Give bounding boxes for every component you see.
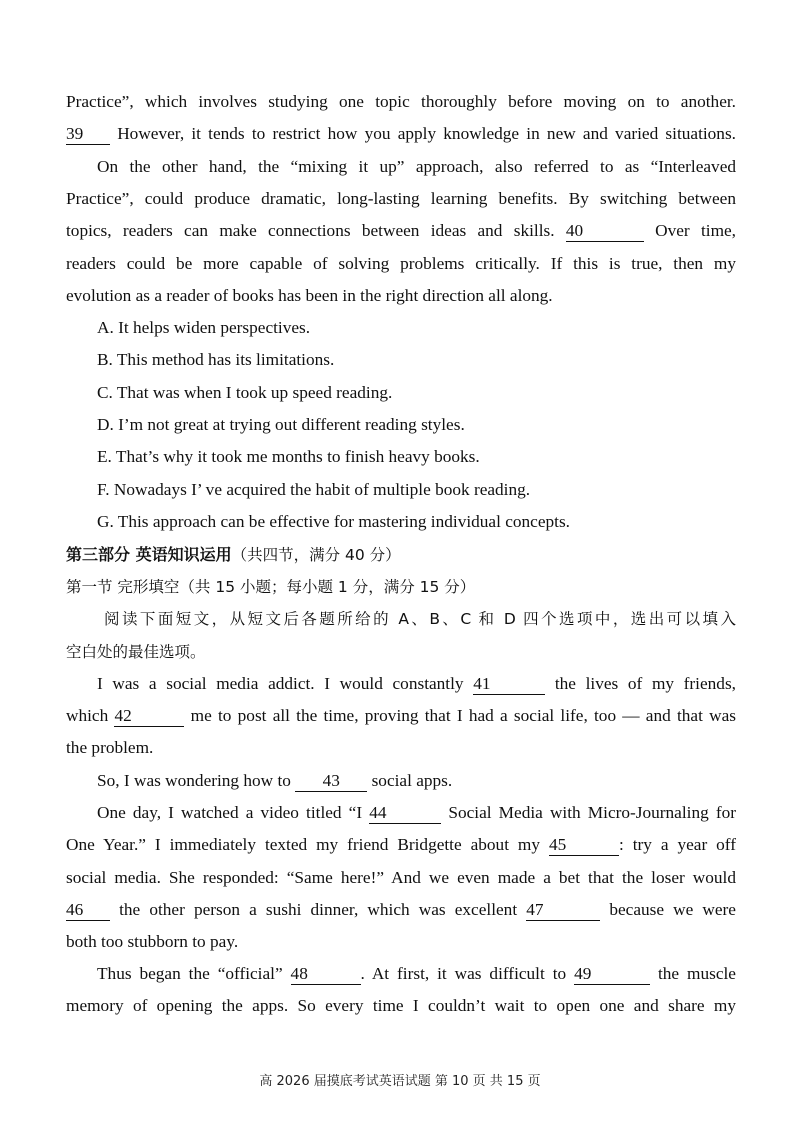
passage-text: One day, I watched a video titled “I <box>97 803 363 822</box>
section-title: 第三部分 英语知识运用 <box>66 545 232 564</box>
passage-line: Practice”, could produce dramatic, long-lasting learning benefits. By switching between <box>66 189 736 208</box>
answer-blank-43[interactable]: 43 <box>295 771 367 792</box>
instructions-line: 空白处的最佳选项。 <box>66 643 206 661</box>
passage-text: Over time, <box>655 221 737 240</box>
answer-blank-40[interactable]: 40 <box>566 221 644 242</box>
answer-blank-44[interactable]: 44 <box>369 803 441 824</box>
answer-blank-47[interactable]: 47 <box>526 900 600 921</box>
option-a: A. It helps widen perspectives. <box>97 318 311 337</box>
option-f: F. Nowadays I’ ve acquired the habit of multiple book reading. <box>97 480 531 499</box>
passage-line <box>66 833 736 857</box>
answer-blank-49[interactable]: 49 <box>574 964 650 985</box>
passage-line: memory of opening the apps. So every time I couldn’t wait to open one and share my <box>66 996 736 1015</box>
answer-blank-39[interactable]: 39 <box>66 124 110 145</box>
passage-text: I was a social media addict. I would constantly <box>97 674 464 693</box>
passage-text: the lives of my friends, <box>554 674 736 693</box>
passage-line <box>66 122 736 146</box>
passage-line: readers could be more capable of solving problems critically. If this is true, then my <box>66 254 736 273</box>
passage-line <box>66 704 736 728</box>
option-e: E. That’s why it took me months to finish heavy books. <box>97 447 480 466</box>
page-footer: 高 2026 届摸底考试英语试题 第 10 页 共 15 页 <box>259 1074 541 1089</box>
passage-text: which <box>66 706 109 725</box>
instructions-line: 阅读下面短文，从短文后各题所给的 A、B、C 和 D 四个选项中，选出可以填入 <box>104 610 736 628</box>
answer-blank-46[interactable]: 46 <box>66 900 110 921</box>
passage-text: So, I was wondering how to <box>97 771 291 790</box>
passage-line <box>66 219 736 243</box>
answer-blank-42[interactable]: 42 <box>114 706 184 727</box>
passage-line <box>97 672 736 696</box>
passage-line: On the other hand, the “mixing it up” approach, also referred to as “Interleaved <box>97 157 736 176</box>
passage-text: : try a year off <box>618 835 737 854</box>
section-score: （共四节，满分 40 分） <box>231 546 401 564</box>
passage-text: because we were <box>609 900 736 919</box>
passage-text: me to post all the time, proving that I had a social life, too — and that was <box>190 706 736 725</box>
passage-text: . At first, it was difficult to <box>360 964 567 983</box>
option-g: G. This approach can be effective for mastering individual concepts. <box>97 512 570 531</box>
passage-line <box>97 769 767 793</box>
passage-line: social media. She responded: “Same here!” And we even made a bet that the loser would <box>66 868 736 887</box>
passage-line: the problem. <box>66 738 154 757</box>
option-b: B. This method has its limitations. <box>97 350 335 369</box>
passage-line <box>66 898 736 922</box>
passage-text: the other person a sushi dinner, which was excellent <box>119 900 518 919</box>
passage-line <box>97 962 736 986</box>
passage-text: Social Media with Micro-Journaling for <box>448 803 736 822</box>
passage-text: However, it tends to restrict how you apply knowledge in new and varied situations. <box>117 124 736 143</box>
option-c: C. That was when I took up speed reading. <box>97 383 393 402</box>
answer-blank-48[interactable]: 48 <box>291 964 361 985</box>
passage-text: the muscle <box>657 964 736 983</box>
subsection-heading: 第一节 完形填空（共 15 小题；每小题 1 分，满分 15 分） <box>66 578 476 596</box>
option-d: D. I’m not great at trying out different reading styles. <box>97 415 465 434</box>
passage-line: both too stubborn to pay. <box>66 932 239 951</box>
passage-text: topics, readers can make connections between ideas and skills. <box>66 221 555 240</box>
passage-line <box>97 801 736 825</box>
answer-blank-41[interactable]: 41 <box>473 674 545 695</box>
passage-line: evolution as a reader of books has been in the right direction all along. <box>66 286 553 305</box>
section-heading <box>66 543 736 567</box>
passage-text: social apps. <box>371 771 453 790</box>
passage-text: Thus began the “official” <box>97 964 283 983</box>
answer-blank-45[interactable]: 45 <box>549 835 619 856</box>
passage-line: Practice”, which involves studying one topic thoroughly before moving on to another. <box>66 92 736 111</box>
passage-text: One Year.” I immediately texted my friend Bridgette about my <box>66 835 541 854</box>
